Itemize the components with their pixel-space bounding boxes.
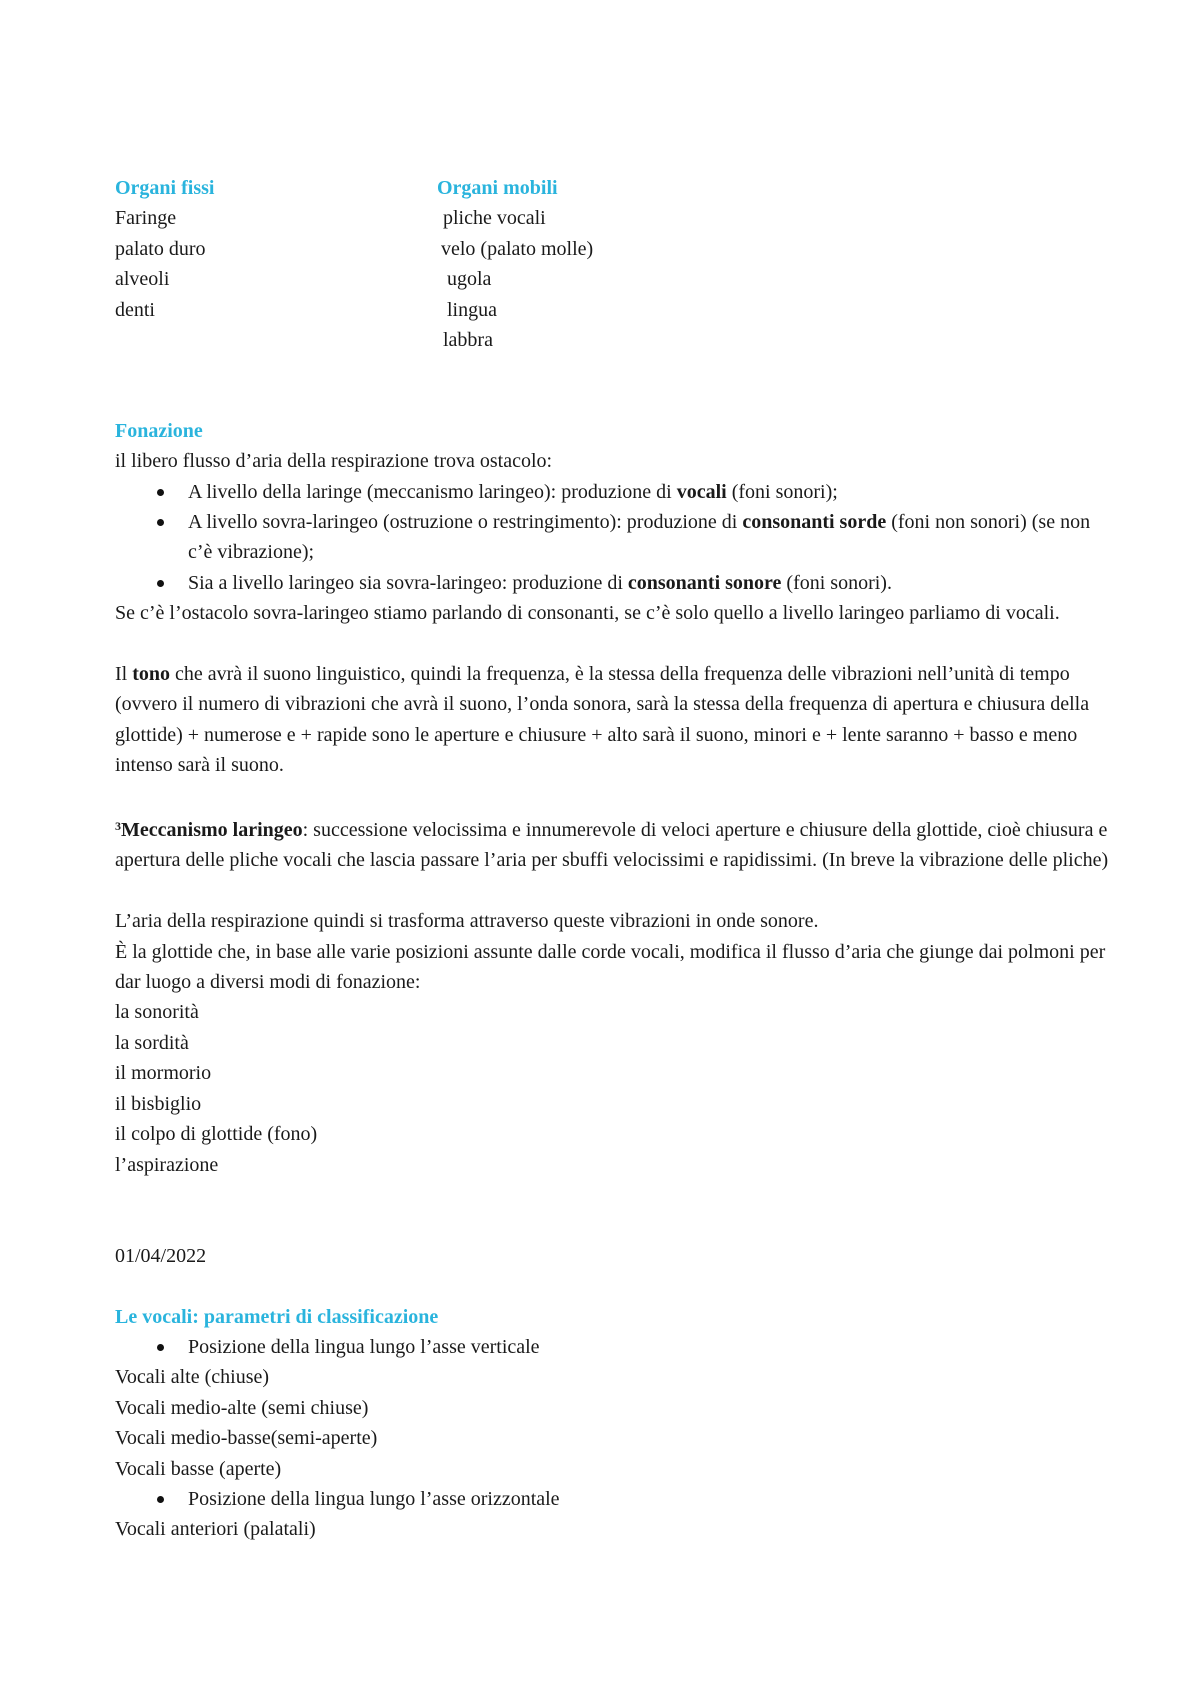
organs-table bbox=[115, 173, 1115, 355]
aria-paragraph: L’aria della respirazione quindi si trasforma attraverso queste vibrazioni in onde sonore. bbox=[115, 910, 819, 933]
list-item: Posizione della lingua lungo l’asse verticale bbox=[115, 1332, 1115, 1362]
fixed-organ-item: palato duro bbox=[115, 237, 206, 260]
glottide-paragraph: È la glottide che, in base alle varie posizioni assunte dalle corde vocali, modifica il flusso d’aria che giunge dai polmoni per dar luogo a diversi modi di fonazione: bbox=[115, 940, 1106, 994]
fonazione-heading: Fonazione bbox=[115, 419, 203, 442]
list-item: A livello sovra-laringeo (ostruzione o restringimento): produzione di consonanti sorde (foni non sonori) (se non c’è vibrazione); bbox=[115, 507, 1115, 568]
tono-paragraph: Il tono che avrà il suono linguistico, quindi la frequenza, è la stessa della frequenza delle vibrazioni nell’unità di tempo (ovvero il numero di vibrazioni che avrà il suono, l’onda sonora, sarà la stessa della frequenza di apertura e chiusura della glottide) + numerose e + rapide sono le aperture e chiusure + alto sarà il suono, minori e + lente saranno + basso e meno intenso sarà il suono. bbox=[115, 663, 1090, 777]
mobile-organs-column bbox=[437, 173, 593, 355]
fixed-organ-item: Faringe bbox=[115, 207, 177, 230]
mobile-organs-heading: Organi mobili bbox=[437, 177, 558, 199]
fixed-organ-item: denti bbox=[115, 298, 155, 321]
document-body bbox=[115, 173, 1115, 1545]
phonation-mode-item: il mormorio bbox=[115, 1062, 212, 1085]
mobile-organ-item: velo (palato molle) bbox=[441, 237, 594, 260]
footnote-marker: 3 bbox=[115, 819, 121, 834]
fonazione-bullet-list bbox=[115, 477, 1115, 599]
meccanismo-paragraph: $^3$Meccanismo laringeo: successione velocissima e innumerevole di veloci aperture e chiusure della glottide, cioè chiusura e apertura delle pliche vocali che lascia passare l’aria per sbuffi velocissimi e rapidissimi. (In breve la vibrazione delle pliche) bbox=[115, 819, 1109, 872]
phonation-mode-item: il bisbiglio bbox=[115, 1092, 202, 1115]
bullet-icon bbox=[157, 1344, 164, 1351]
vowel-class-item: Vocali medio-alte (semi chiuse) bbox=[115, 1396, 369, 1419]
phonation-mode-item: l’aspirazione bbox=[115, 1153, 219, 1176]
mobile-organ-item: labbra bbox=[443, 329, 493, 352]
fixed-organs-heading: Organi fissi bbox=[115, 177, 215, 199]
bullet-icon bbox=[157, 580, 164, 587]
phonation-mode-item: il colpo di glottide (fono) bbox=[115, 1123, 318, 1146]
mobile-organ-item: pliche vocali bbox=[443, 207, 546, 230]
list-item: Posizione della lingua lungo l’asse orizzontale bbox=[115, 1484, 1115, 1514]
list-item: Sia a livello laringeo sia sovra-laringeo: produzione di consonanti sonore (foni sonori). bbox=[115, 568, 1115, 598]
vowel-class-item: Vocali basse (aperte) bbox=[115, 1457, 282, 1480]
mobile-organ-item: ugola bbox=[447, 268, 492, 291]
mobile-organ-item: lingua bbox=[447, 298, 497, 321]
fixed-organs-column bbox=[115, 173, 214, 325]
vocali-bullet-list-2 bbox=[115, 1484, 1115, 1514]
vowel-class-item: Vocali medio-basse(semi-aperte) bbox=[115, 1427, 378, 1450]
vocali-heading: Le vocali: parametri di classificazione bbox=[115, 1305, 439, 1328]
meccanismo-term: Meccanismo laringeo bbox=[121, 819, 303, 842]
vowel-class-item: Vocali alte (chiuse) bbox=[115, 1366, 270, 1389]
phonation-mode-item: la sordità bbox=[115, 1031, 189, 1054]
vocali-bullet-list bbox=[115, 1332, 1115, 1362]
fonazione-summary: Se c’è l’ostacolo sovra-laringeo stiamo parlando di consonanti, se c’è solo quello a livello laringeo parliamo di vocali. bbox=[115, 602, 1060, 625]
list-item: A livello della laringe (meccanismo laringeo): produzione di vocali (foni sonori); bbox=[115, 477, 1115, 507]
phonation-mode-item: la sonorità bbox=[115, 1001, 199, 1024]
fixed-organ-item: alveoli bbox=[115, 268, 170, 291]
bullet-icon bbox=[157, 519, 164, 526]
bullet-icon bbox=[157, 489, 164, 496]
bullet-icon bbox=[157, 1496, 164, 1503]
vowel-class-item: Vocali anteriori (palatali) bbox=[115, 1518, 316, 1541]
lesson-date: 01/04/2022 bbox=[115, 1244, 207, 1267]
tono-term: tono bbox=[132, 663, 171, 686]
fonazione-intro: il libero flusso d’aria della respirazione trova ostacolo: bbox=[115, 450, 553, 473]
